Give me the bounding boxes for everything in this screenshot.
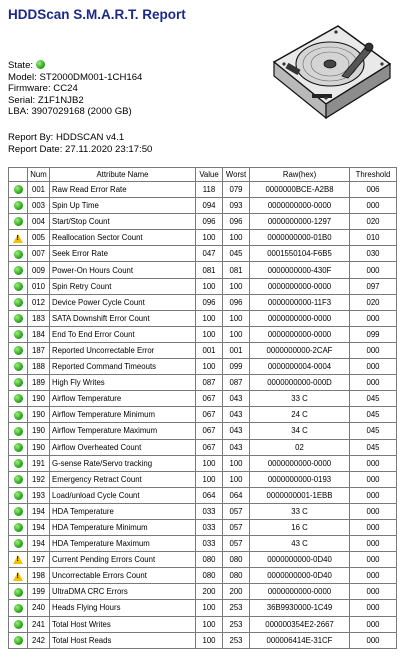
worst-cell: 253 [223,632,250,648]
attribute-name-cell: Airflow Overheated Count [50,439,196,455]
value-cell: 087 [196,375,223,391]
worst-cell: 096 [223,294,250,310]
value-cell: 067 [196,391,223,407]
threshold-cell: 097 [350,278,397,294]
state-label: State: [8,60,34,71]
header-raw: Raw(hex) [250,168,350,182]
status-cell [9,439,28,455]
green-status-icon [14,411,23,420]
value-cell: 033 [196,519,223,535]
value-cell: 096 [196,294,223,310]
num-cell: 003 [28,198,50,214]
report-info [8,132,152,155]
green-status-icon [14,314,23,323]
status-cell [9,326,28,342]
num-cell: 007 [28,246,50,262]
header-attribute-name: Attribute Name [50,168,196,182]
value-cell: 100 [196,455,223,471]
worst-cell: 100 [223,310,250,326]
attribute-name-cell: Spin Up Time [50,198,196,214]
worst-cell: 100 [223,278,250,294]
serial-line: Serial: Z1F1NJB2 [8,94,84,106]
attribute-name-cell: Reallocation Sector Count [50,230,196,246]
threshold-cell: 000 [350,519,397,535]
value-cell: 033 [196,503,223,519]
attribute-name-cell: HDA Temperature Minimum [50,519,196,535]
value-cell: 100 [196,310,223,326]
value-cell: 001 [196,342,223,358]
raw-cell: 43 C [250,536,350,552]
threshold-cell: 020 [350,294,397,310]
table-row [9,632,397,648]
header-num: Num [28,168,50,182]
status-cell [9,391,28,407]
worst-cell: 096 [223,214,250,230]
worst-cell: 057 [223,519,250,535]
num-cell: 005 [28,230,50,246]
num-cell: 190 [28,407,50,423]
model-line: Model: ST2000DM001-1CH164 [8,71,143,83]
raw-cell: 0000000004-0004 [250,359,350,375]
worst-cell: 080 [223,552,250,568]
table-row [9,407,397,423]
table-row [9,326,397,342]
threshold-cell: 045 [350,423,397,439]
header-status [9,168,28,182]
table-row [9,230,397,246]
num-cell: 199 [28,584,50,600]
table-row [9,600,397,616]
green-status-icon [14,330,23,339]
worst-cell: 057 [223,503,250,519]
value-cell: 067 [196,423,223,439]
status-cell [9,632,28,648]
threshold-cell: 000 [350,375,397,391]
value-cell: 100 [196,326,223,342]
threshold-cell: 099 [350,326,397,342]
threshold-cell: 000 [350,632,397,648]
attribute-name-cell: Uncorrectable Errors Count [50,568,196,584]
attribute-name-cell: G-sense Rate/Servo tracking [50,455,196,471]
attribute-name-cell: Airflow Temperature Minimum [50,407,196,423]
threshold-cell: 000 [350,616,397,632]
worst-cell: 045 [223,246,250,262]
attribute-name-cell: Heads Flying Hours [50,600,196,616]
raw-cell: 0000000000-01B0 [250,230,350,246]
raw-cell: 0000000000-11F3 [250,294,350,310]
warning-icon [13,234,23,243]
num-cell: 198 [28,568,50,584]
worst-cell: 043 [223,407,250,423]
green-status-icon [14,523,23,532]
report-date: Report Date: 27.11.2020 23:17:50 [8,143,153,155]
threshold-cell: 000 [350,262,397,278]
table-row [9,536,397,552]
raw-cell: 0000000000-0193 [250,471,350,487]
status-cell [9,342,28,358]
threshold-cell: 045 [350,391,397,407]
value-cell: 047 [196,246,223,262]
worst-cell: 099 [223,359,250,375]
threshold-cell: 000 [350,600,397,616]
value-cell: 080 [196,552,223,568]
status-cell [9,616,28,632]
status-cell [9,552,28,568]
value-cell: 033 [196,536,223,552]
status-cell [9,278,28,294]
value-cell: 067 [196,407,223,423]
worst-cell: 043 [223,439,250,455]
attribute-name-cell: Reported Command Timeouts [50,359,196,375]
smart-table [8,167,397,649]
green-status-icon [14,491,23,500]
worst-cell: 100 [223,326,250,342]
raw-cell: 02 [250,439,350,455]
table-row [9,568,397,584]
raw-cell: 33 C [250,391,350,407]
attribute-name-cell: SATA Downshift Error Count [50,310,196,326]
status-cell [9,214,28,230]
value-cell: 064 [196,487,223,503]
raw-cell: 000000354E2-2667 [250,616,350,632]
threshold-cell: 000 [350,568,397,584]
num-cell: 194 [28,519,50,535]
green-status-icon [14,539,23,548]
num-cell: 241 [28,616,50,632]
table-row [9,198,397,214]
status-cell [9,519,28,535]
worst-cell: 087 [223,375,250,391]
raw-cell: 34 C [250,423,350,439]
threshold-cell: 000 [350,359,397,375]
attribute-name-cell: Total Host Reads [50,632,196,648]
num-cell: 190 [28,423,50,439]
attribute-name-cell: High Fly Writes [50,375,196,391]
status-cell [9,294,28,310]
table-row [9,278,397,294]
green-status-icon [14,620,23,629]
table-row [9,471,397,487]
num-cell: 187 [28,342,50,358]
threshold-cell: 010 [350,230,397,246]
raw-cell: 0000000000-000D [250,375,350,391]
num-cell: 001 [28,182,50,198]
value-cell: 200 [196,584,223,600]
status-cell [9,262,28,278]
attribute-name-cell: End To End Error Count [50,326,196,342]
attribute-name-cell: Seek Error Rate [50,246,196,262]
worst-cell: 093 [223,198,250,214]
num-cell: 012 [28,294,50,310]
table-row [9,214,397,230]
threshold-cell: 000 [350,310,397,326]
status-cell [9,568,28,584]
threshold-cell: 000 [350,487,397,503]
threshold-cell: 006 [350,182,397,198]
table-row [9,294,397,310]
raw-cell: 0000000000-2CAF [250,342,350,358]
worst-cell: 043 [223,423,250,439]
value-cell: 067 [196,439,223,455]
table-row [9,359,397,375]
worst-cell: 079 [223,182,250,198]
report-title: HDDScan S.M.A.R.T. Report [8,7,186,22]
attribute-name-cell: Raw Read Error Rate [50,182,196,198]
attribute-name-cell: Load/unload Cycle Count [50,487,196,503]
raw-cell: 0000000001-1EBB [250,487,350,503]
status-cell [9,487,28,503]
value-cell: 100 [196,359,223,375]
green-status-icon [14,427,23,436]
status-cell [9,230,28,246]
num-cell: 183 [28,310,50,326]
green-status-icon [14,394,23,403]
attribute-name-cell: HDA Temperature [50,503,196,519]
num-cell: 188 [28,359,50,375]
worst-cell: 100 [223,230,250,246]
num-cell: 192 [28,471,50,487]
green-status-icon [14,507,23,516]
attribute-name-cell: Airflow Temperature Maximum [50,423,196,439]
worst-cell: 057 [223,536,250,552]
table-row [9,503,397,519]
worst-cell: 001 [223,342,250,358]
table-row [9,375,397,391]
status-cell [9,600,28,616]
worst-cell: 200 [223,584,250,600]
worst-cell: 064 [223,487,250,503]
raw-cell: 000006414E-31CF [250,632,350,648]
attribute-name-cell: HDA Temperature Maximum [50,536,196,552]
green-status-icon [14,201,23,210]
num-cell: 189 [28,375,50,391]
threshold-cell: 000 [350,455,397,471]
green-status-icon [14,250,23,259]
status-cell [9,359,28,375]
worst-cell: 253 [223,616,250,632]
raw-cell: 0000000000-0000 [250,326,350,342]
green-status-icon [36,60,45,69]
worst-cell: 253 [223,600,250,616]
worst-cell: 080 [223,568,250,584]
num-cell: 004 [28,214,50,230]
raw-cell: 0000000000-0000 [250,310,350,326]
raw-cell: 0001550104-F6B5 [250,246,350,262]
green-status-icon [14,475,23,484]
green-status-icon [14,362,23,371]
status-cell [9,536,28,552]
table-row [9,616,397,632]
header-worst: Worst [223,168,250,182]
value-cell: 100 [196,471,223,487]
raw-cell: 36B9930000-1C49 [250,600,350,616]
threshold-cell: 045 [350,407,397,423]
status-cell [9,310,28,326]
value-cell: 100 [196,632,223,648]
hard-drive-icon [268,22,392,122]
green-status-icon [14,459,23,468]
attribute-name-cell: Device Power Cycle Count [50,294,196,310]
threshold-cell: 000 [350,503,397,519]
value-cell: 100 [196,600,223,616]
status-cell [9,246,28,262]
raw-cell: 24 C [250,407,350,423]
table-body [9,182,397,649]
table-row [9,246,397,262]
threshold-cell: 000 [350,198,397,214]
value-cell: 100 [196,278,223,294]
threshold-cell: 000 [350,552,397,568]
warning-icon [13,555,23,564]
green-status-icon [14,282,23,291]
num-cell: 197 [28,552,50,568]
value-cell: 100 [196,230,223,246]
table-row [9,182,397,198]
raw-cell: 0000000000-0000 [250,584,350,600]
raw-cell: 0000000BCE-A2B8 [250,182,350,198]
attribute-name-cell: Start/Stop Count [50,214,196,230]
num-cell: 184 [28,326,50,342]
table-row [9,455,397,471]
status-cell [9,407,28,423]
num-cell: 242 [28,632,50,648]
status-cell [9,182,28,198]
status-cell [9,584,28,600]
status-cell [9,503,28,519]
status-cell [9,455,28,471]
value-cell: 094 [196,198,223,214]
table-row [9,439,397,455]
attribute-name-cell: Spin Retry Count [50,278,196,294]
warning-icon [13,572,23,581]
threshold-cell: 000 [350,536,397,552]
green-status-icon [14,185,23,194]
raw-cell: 0000000000-0D40 [250,568,350,584]
threshold-cell: 020 [350,214,397,230]
raw-cell: 0000000000-0000 [250,455,350,471]
num-cell: 190 [28,439,50,455]
status-cell [9,423,28,439]
value-cell: 081 [196,262,223,278]
num-cell: 009 [28,262,50,278]
green-status-icon [14,266,23,275]
threshold-cell: 045 [350,439,397,455]
threshold-cell: 000 [350,584,397,600]
num-cell: 194 [28,536,50,552]
attribute-name-cell: Reported Uncorrectable Error [50,342,196,358]
green-status-icon [14,588,23,597]
table-row [9,552,397,568]
num-cell: 010 [28,278,50,294]
firmware-line: Firmware: CC24 [8,83,78,95]
lba-line: LBA: 3907029168 (2000 GB) [8,106,132,118]
green-status-icon [14,443,23,452]
worst-cell: 081 [223,262,250,278]
green-status-icon [14,378,23,387]
num-cell: 240 [28,600,50,616]
num-cell: 194 [28,503,50,519]
state-row [8,60,142,72]
header-value: Value [196,168,223,182]
threshold-cell: 030 [350,246,397,262]
raw-cell: 33 C [250,503,350,519]
table-row [9,310,397,326]
attribute-name-cell: UltraDMA CRC Errors [50,584,196,600]
green-status-icon [14,346,23,355]
attribute-name-cell: Current Pending Errors Count [50,552,196,568]
table-row [9,487,397,503]
table-row [9,423,397,439]
green-status-icon [14,298,23,307]
table-row [9,584,397,600]
value-cell: 118 [196,182,223,198]
status-cell [9,198,28,214]
table-header-row [9,168,397,182]
threshold-cell: 000 [350,342,397,358]
num-cell: 193 [28,487,50,503]
worst-cell: 100 [223,471,250,487]
table-row [9,519,397,535]
value-cell: 080 [196,568,223,584]
raw-cell: 0000000000-0D40 [250,552,350,568]
status-cell [9,375,28,391]
raw-cell: 0000000000-1297 [250,214,350,230]
attribute-name-cell: Emergency Retract Count [50,471,196,487]
drive-info [8,60,142,118]
table-row [9,342,397,358]
attribute-name-cell: Airflow Temperature [50,391,196,407]
num-cell: 191 [28,455,50,471]
threshold-cell: 000 [350,471,397,487]
num-cell: 190 [28,391,50,407]
green-status-icon [14,217,23,226]
raw-cell: 16 C [250,519,350,535]
value-cell: 096 [196,214,223,230]
green-status-icon [14,604,23,613]
raw-cell: 0000000000-430F [250,262,350,278]
table-row [9,262,397,278]
worst-cell: 043 [223,391,250,407]
status-cell [9,471,28,487]
raw-cell: 0000000000-0000 [250,198,350,214]
green-status-icon [14,636,23,645]
raw-cell: 0000000000-0000 [250,278,350,294]
value-cell: 100 [196,616,223,632]
report-by: Report By: HDDSCAN v4.1 [8,132,125,143]
worst-cell: 100 [223,455,250,471]
attribute-name-cell: Total Host Writes [50,616,196,632]
attribute-name-cell: Power-On Hours Count [50,262,196,278]
header-threshold: Threshold [350,168,397,182]
table-row [9,391,397,407]
